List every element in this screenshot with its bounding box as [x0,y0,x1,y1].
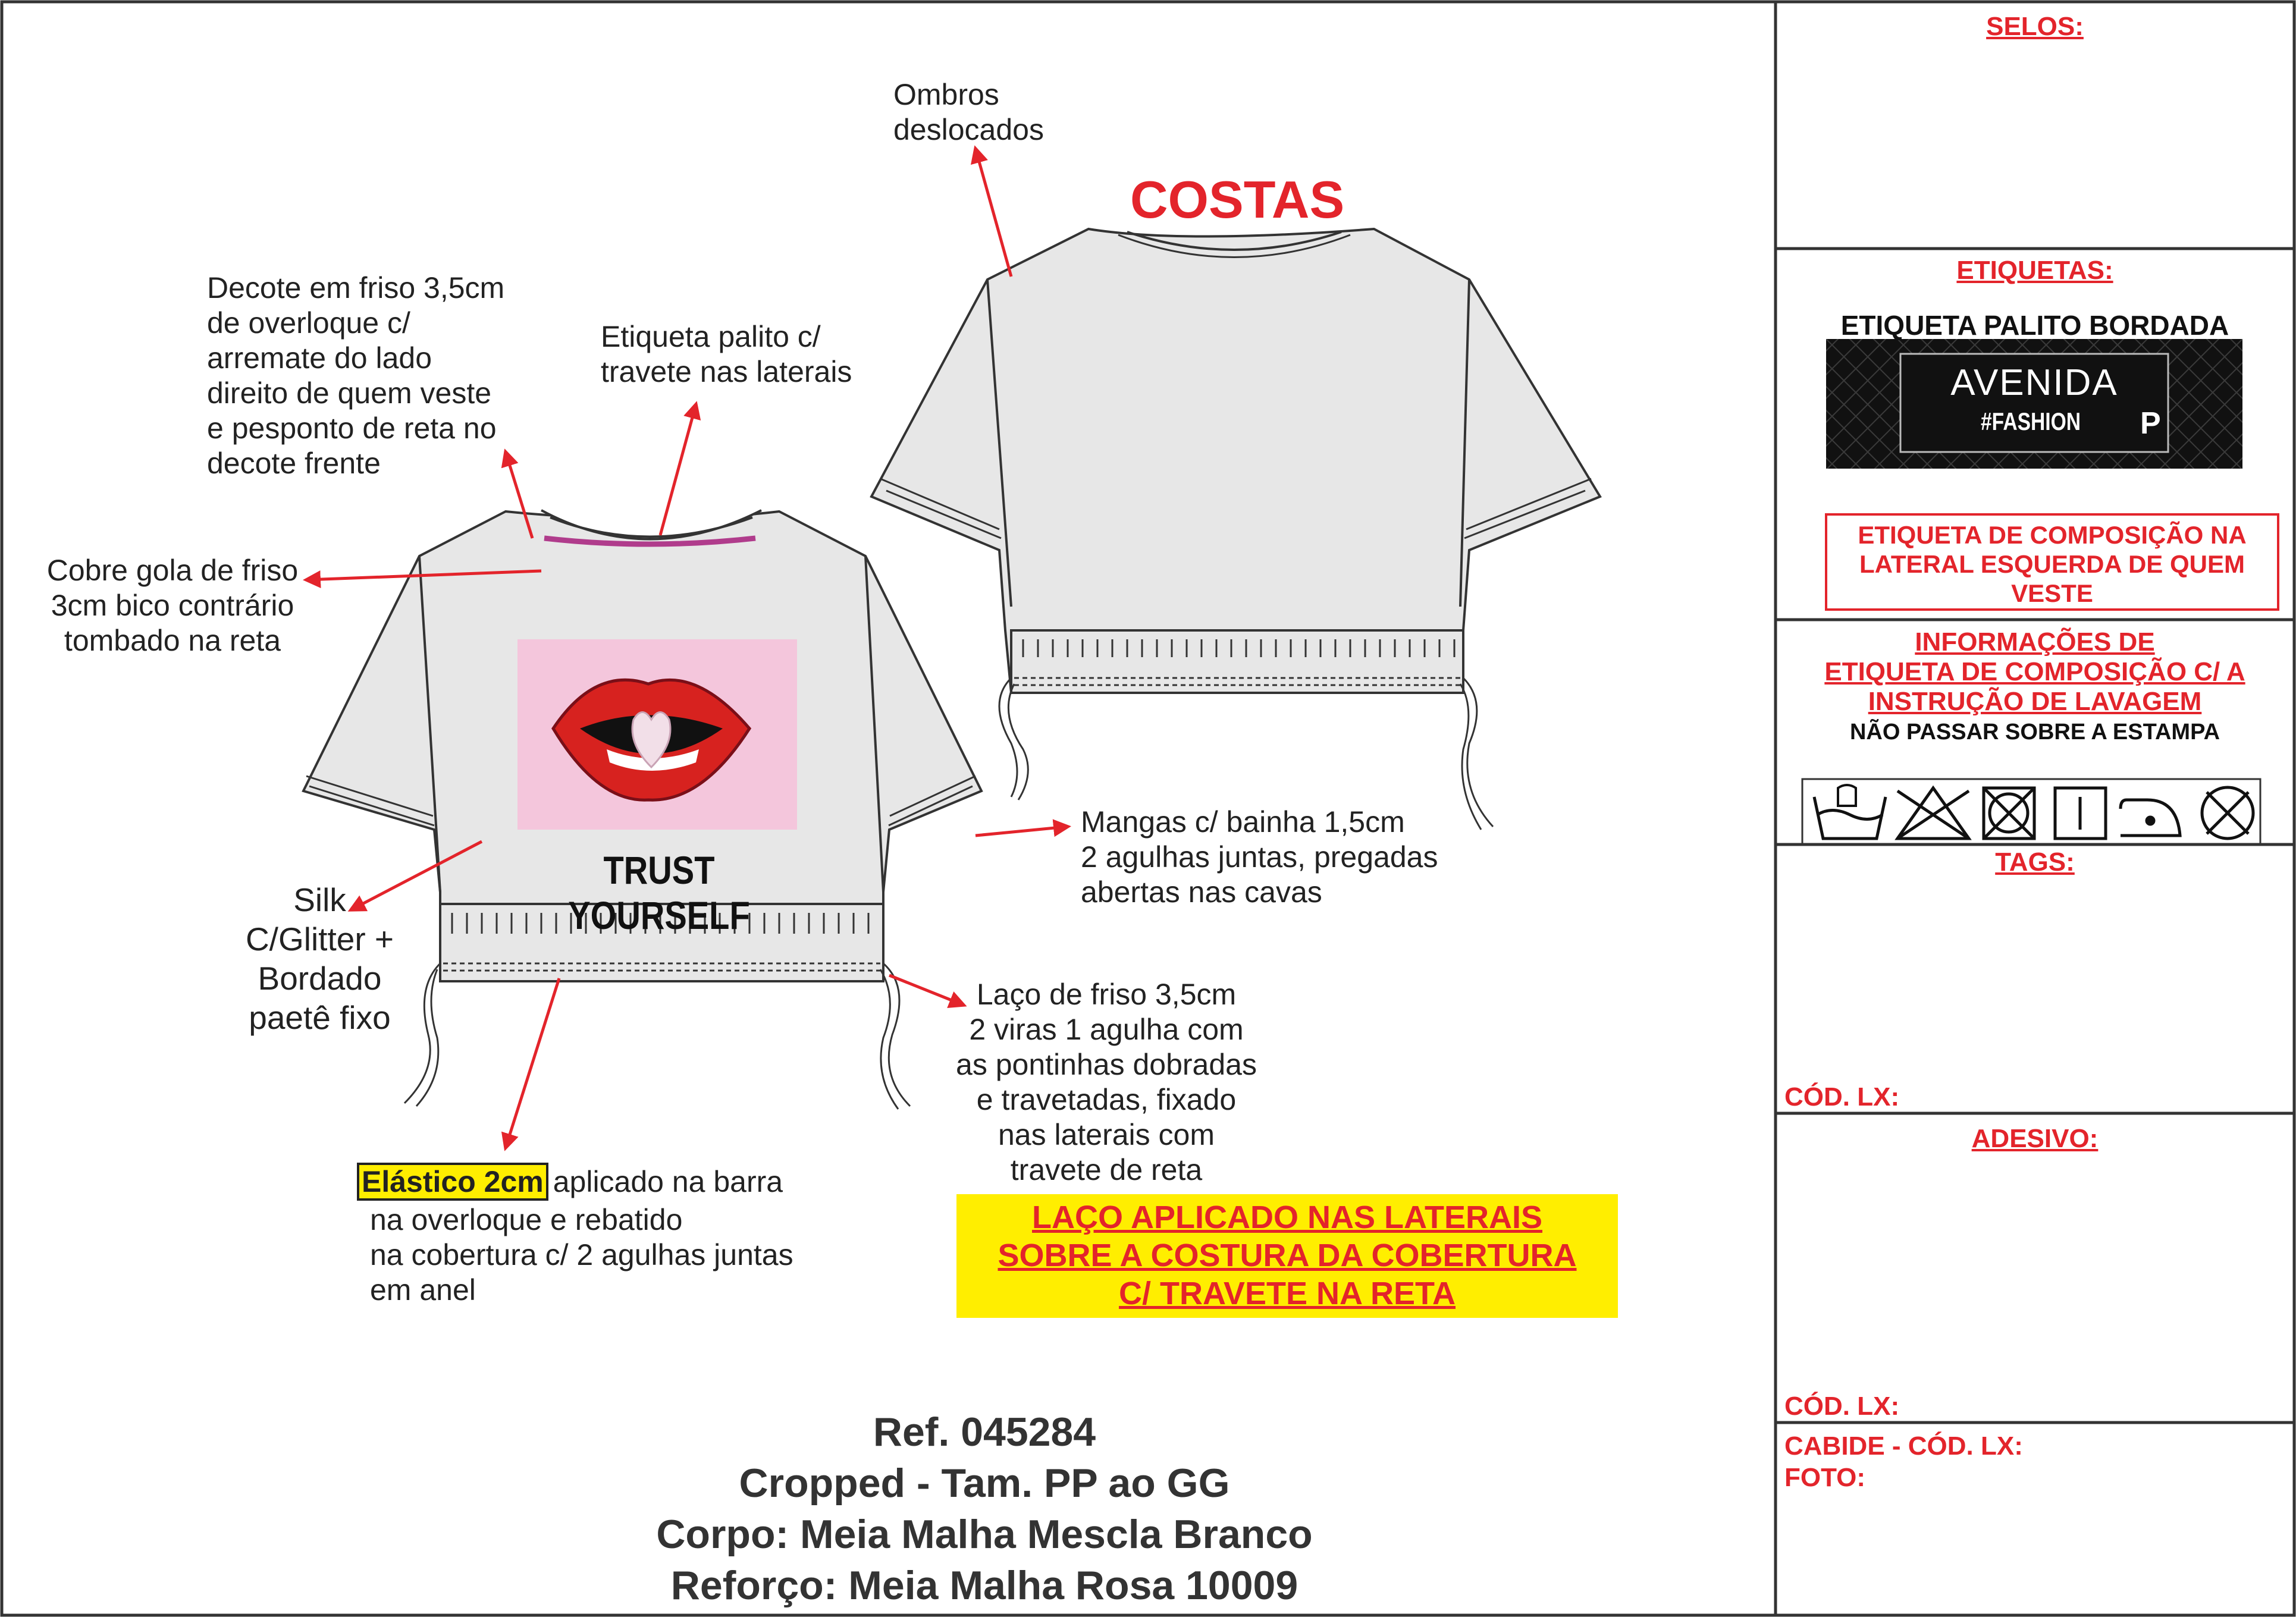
annotation-elastico [357,1164,783,1199]
annotation-silk: Silk C/Glitter + Bordado paetê fixo [245,881,394,1036]
brand-label [1826,339,2242,469]
adesivo-heading: ADESIVO: [1971,1124,2099,1153]
etiquetas-heading: ETIQUETAS: [1956,256,2113,285]
brand-name: AVENIDA [1950,362,2118,403]
back-view-shirt [871,229,1600,693]
annotation-etiqueta-palito: Etiqueta palito c/ travete nas laterais [601,320,852,388]
selos-heading: SELOS: [1986,12,2084,41]
annotation-mangas: Mangas c/ bainha 1,5cm 2 agulhas juntas, pregadas abertas nas cavas [1081,805,1438,909]
body-fabric: Corpo: Meia Malha Mescla Branco [656,1512,1313,1557]
cabide-label: CABIDE - CÓD. LX: [1784,1431,2023,1461]
cod-lx-adesivo: CÓD. LX: [1784,1392,1900,1421]
notice-text: LAÇO APLICADO NAS LATERAIS SOBRE A COSTURA DA COBERTURA C/ TRAVETE NA RETA [998,1200,1577,1311]
back-view-title: COSTAS [1130,170,1345,229]
lips-print [517,639,797,830]
etiqueta-palito-label: ETIQUETA PALITO BORDADA [1840,310,2229,341]
nao-passar-warning: NÃO PASSAR SOBRE A ESTAMPA [1849,720,2220,745]
annotation-laco: Laço de friso 3,5cm 2 viras 1 agulha com as pontinhas dobradas e travetadas, fixado nas laterais com travete de reta [956,978,1257,1186]
annotation-cobre-gola: Cobre gola de friso 3cm bico contrário tombado na reta [46,554,299,657]
annotation-elastico-rest: na overloque e rebatido na cobertura c/ 2 agulhas juntas em anel [370,1203,793,1307]
elastico-first-line: aplicado na barra [553,1165,783,1198]
product-name: Cropped - Tam. PP ao GG [739,1461,1230,1506]
footer-block [535,1406,1434,1611]
care-symbols [1802,779,2260,844]
cod-lx-tags: CÓD. LX: [1784,1082,1900,1112]
hand-wash-icon [1814,785,1886,839]
reinforcement-fabric: Reforço: Meia Malha Rosa 10009 [670,1563,1298,1608]
tags-heading: TAGS: [1995,847,2075,877]
brand-tag: #FASHION [1981,407,2081,435]
brand-size: P [2140,406,2161,441]
annotation-decote: Decote em friso 3,5cm de overloque c/ arremate do lado direito de quem veste e pesponto de reta no decote frente [207,271,505,480]
ref-number: Ref. 045284 [873,1409,1096,1455]
foto-label: FOTO: [1784,1463,1866,1492]
no-tumble-dry-icon [1984,788,2034,839]
iron-icon [2121,800,2180,836]
elastico-highlight: Elástico 2cm [357,1163,548,1201]
info-heading: INFORMAÇÕES DE ETIQUETA DE COMPOSIÇÃO C/ A INSTRUÇÃO DE LAVAGEM [1824,627,2245,716]
line-dry-icon [2055,788,2106,839]
composition-label-text: ETIQUETA DE COMPOSIÇÃO NA LATERAL ESQUERDA DE QUEM VESTE [1858,521,2247,607]
no-dry-clean-icon [2202,787,2253,839]
no-bleach-icon [1897,788,1969,839]
print-slogan: TRUST YOURSELF [568,848,750,937]
annotation-ombros: Ombros deslocados [893,78,1044,146]
